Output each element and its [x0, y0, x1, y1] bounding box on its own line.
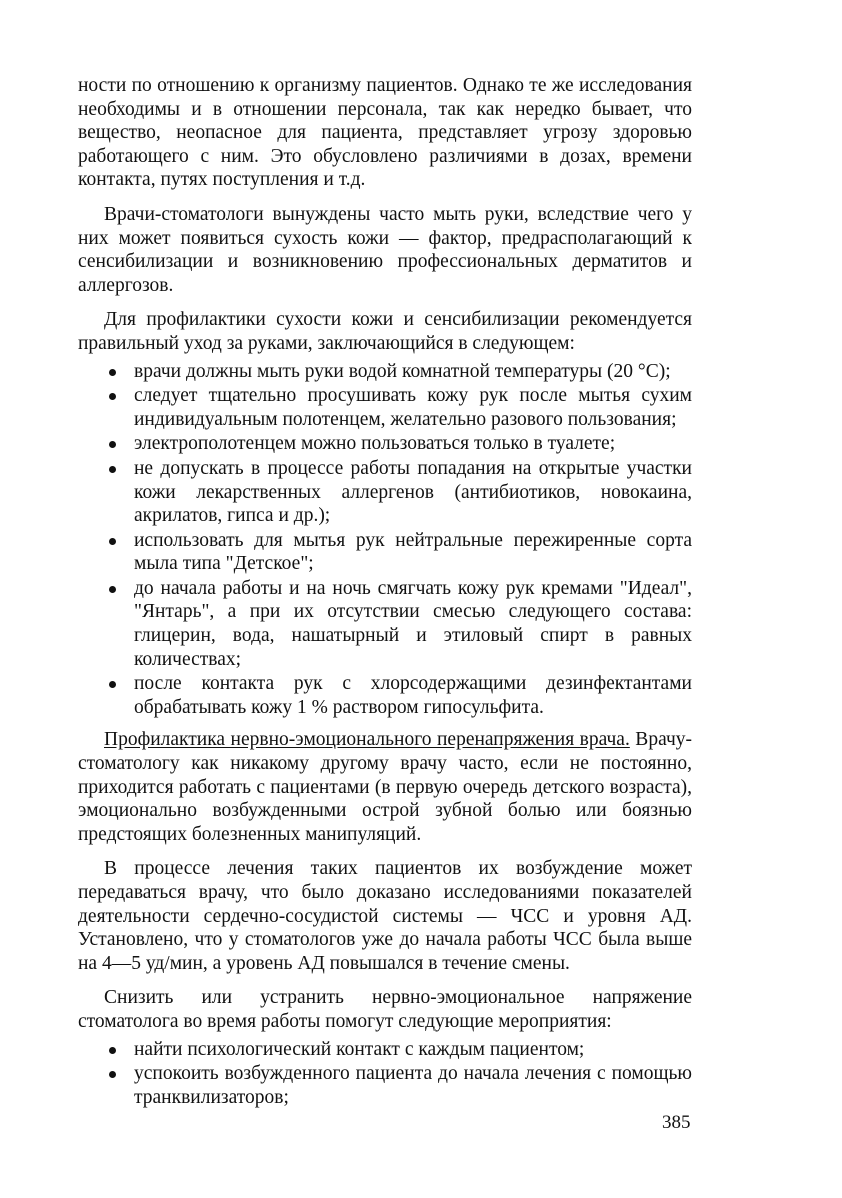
list-item-text: следует тщательно просушивать кожу рук после мытья сухим индивидуальным полотенцем, желательно разового пользования; — [134, 385, 692, 430]
text-column — [78, 74, 692, 1110]
bullet-icon — [109, 1071, 116, 1078]
paragraph-measures-intro: Снизить или устранить нервно-эмоциональное напряжение стоматолога во время работы помогут следующие мероприятия: — [78, 987, 692, 1032]
paragraph-hand-washing: Врачи-стоматологи вынуждены часто мыть руки, вследствие чего у них может появиться сухость кожи — фактор, предрасполагающий к сенсибилизации и возникновению профессиональных дерматитов и аллергозов. — [78, 203, 692, 296]
bullet-icon — [109, 681, 116, 688]
list-item-text: после контакта рук с хлорсодержащими дезинфектантами обрабатывать кожу 1 % раствором гипосульфита. — [134, 673, 692, 718]
bullet-icon — [109, 466, 116, 473]
bullet-icon — [109, 393, 116, 400]
bullet-icon — [109, 1047, 116, 1054]
list-item — [78, 1038, 692, 1062]
section-paragraph — [78, 728, 692, 846]
list-item — [78, 1062, 692, 1109]
list-item-text: до начала работы и на ночь смягчать кожу рук кремами "Идеал", "Янтарь", а при их отсутствии смесью следующего состава: глицерин, вода, нашатырный и этиловый спирт в равных количествах; — [134, 577, 692, 670]
list-item-text: успокоить возбужденного пациента до начала лечения с помощью транквилизаторов; — [134, 1063, 692, 1108]
list-item — [78, 384, 692, 431]
paragraph-continuation: ности по отношению к организму пациентов. Однако те же исследования необходимы и в отношении персонала, так как нередко бывает, что вещество, неопасное для пациента, представляет угрозу здоровью работающего с ним. Это обусловлено различиями в дозах, времени контакта, путях поступления и т.д. — [78, 75, 692, 191]
list-item — [78, 529, 692, 576]
list-item-text: врачи должны мыть руки водой комнатной температуры (20 °С); — [134, 360, 671, 382]
list-item-text: использовать для мытья рук нейтральные пережиренные сорта мыла типа "Детское"; — [134, 529, 692, 575]
list-item-text: электрополотенцем можно пользоваться только в туалете; — [134, 433, 616, 455]
paragraph-excitement: В процессе лечения таких пациентов их возбуждение может передаваться врачу, что было доказано исследованиями показателей деятельности сердечно-сосудистой системы — ЧСС и уровня АД. Установлено, что у стоматологов уже до начала работы ЧСС была выше на 4—5 уд/мин, а уровень АД повышался в течение смены. — [78, 858, 692, 974]
bullet-icon — [109, 441, 116, 448]
bullet-icon — [109, 586, 116, 593]
list-item — [78, 432, 692, 456]
list-item-text: найти психологический контакт с каждым пациентом; — [134, 1038, 585, 1060]
paragraph-skin-care-intro: Для профилактики сухости кожи и сенсибилизации рекомендуется правильный уход за руками, заключающийся в следующем: — [78, 309, 692, 354]
list-item — [78, 457, 692, 528]
section-heading: Профилактика нервно-эмоционального перенапряжения врача. — [104, 729, 630, 751]
list-item — [78, 360, 692, 384]
list-item-text: не допускать в процессе работы попадания на открытые участки кожи лекарственных аллергенов (антибиотиков, новокаина, акрилатов, гипса и др.); — [134, 457, 692, 527]
bullet-icon — [109, 369, 116, 376]
section-text: Врачу-стоматологу как никакому другому врачу часто, если не постоянно, приходится работать с пациентами (в первую очередь детского возраста), эмоционально возбужденными острой зубной болью или боязнью предстоящих болезненных манипуляций. — [78, 729, 692, 845]
list-item — [78, 577, 692, 671]
bullet-icon — [109, 538, 116, 545]
skin-care-list — [78, 360, 692, 720]
list-item — [78, 672, 692, 719]
page-number: 385 — [662, 1112, 691, 1133]
measures-list — [78, 1038, 692, 1110]
